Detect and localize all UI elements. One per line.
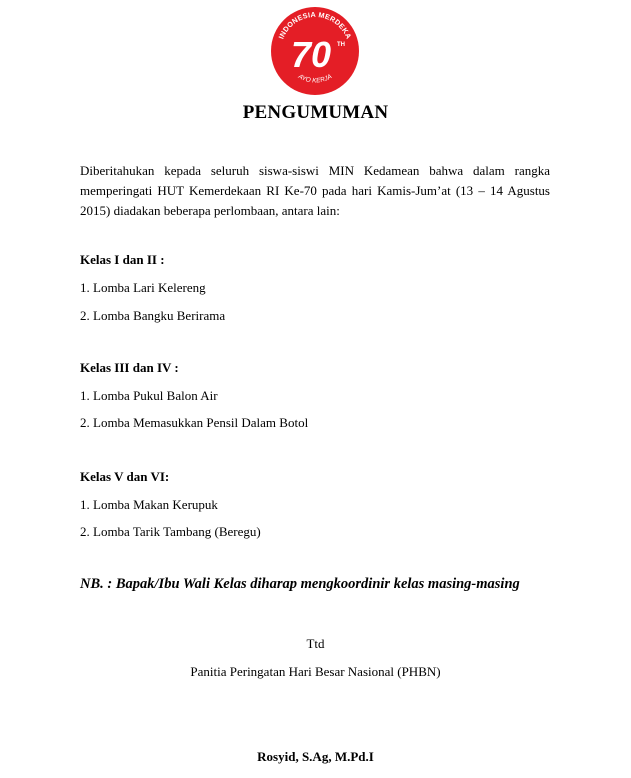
- signature-committee: Panitia Peringatan Hari Besar Nasional (PHBN): [190, 664, 441, 679]
- logo-arc-top-text: INDONESIA MERDEKA: [276, 9, 354, 41]
- list-item: 1. Lomba Makan Kerupuk: [80, 497, 218, 512]
- logo-suffix: TH: [337, 42, 345, 48]
- logo-arc-bottom-text: AYO KERJA: [296, 73, 334, 85]
- hut-ri-70-logo: [270, 6, 360, 96]
- intro-paragraph: Diberitahukan kepada seluruh siswa-siswi MIN Kedamean bahwa dalam rangka memperingati HUT Kemerdekaan RI Ke-70 pada hari Kamis-Jum’at (13 – 14 Agustus 2015) diadakan beberapa perlombaan, antara lain:: [80, 163, 550, 218]
- group-heading-3: Kelas V dan VI:: [80, 469, 170, 484]
- signature-name: Rosyid, S.Ag, M.Pd.I: [257, 749, 374, 764]
- list-item: 2. Lomba Tarik Tambang (Beregu): [80, 524, 261, 539]
- page-title: PENGUMUMAN: [242, 102, 389, 123]
- note: NB. : Bapak/Ibu Wali Kelas diharap mengkoordinir kelas masing-masing: [80, 576, 520, 592]
- group-heading-1: Kelas I dan II :: [80, 252, 165, 267]
- logo-number: 70: [290, 34, 332, 75]
- list-item: 1. Lomba Lari Kelereng: [80, 280, 206, 295]
- list-item: 2. Lomba Memasukkan Pensil Dalam Botol: [80, 415, 309, 430]
- list-item: 2. Lomba Bangku Berirama: [80, 308, 226, 323]
- group-heading-2: Kelas III dan IV :: [80, 360, 179, 375]
- list-item: 1. Lomba Pukul Balon Air: [80, 388, 218, 403]
- signature-ttd: Ttd: [306, 636, 325, 651]
